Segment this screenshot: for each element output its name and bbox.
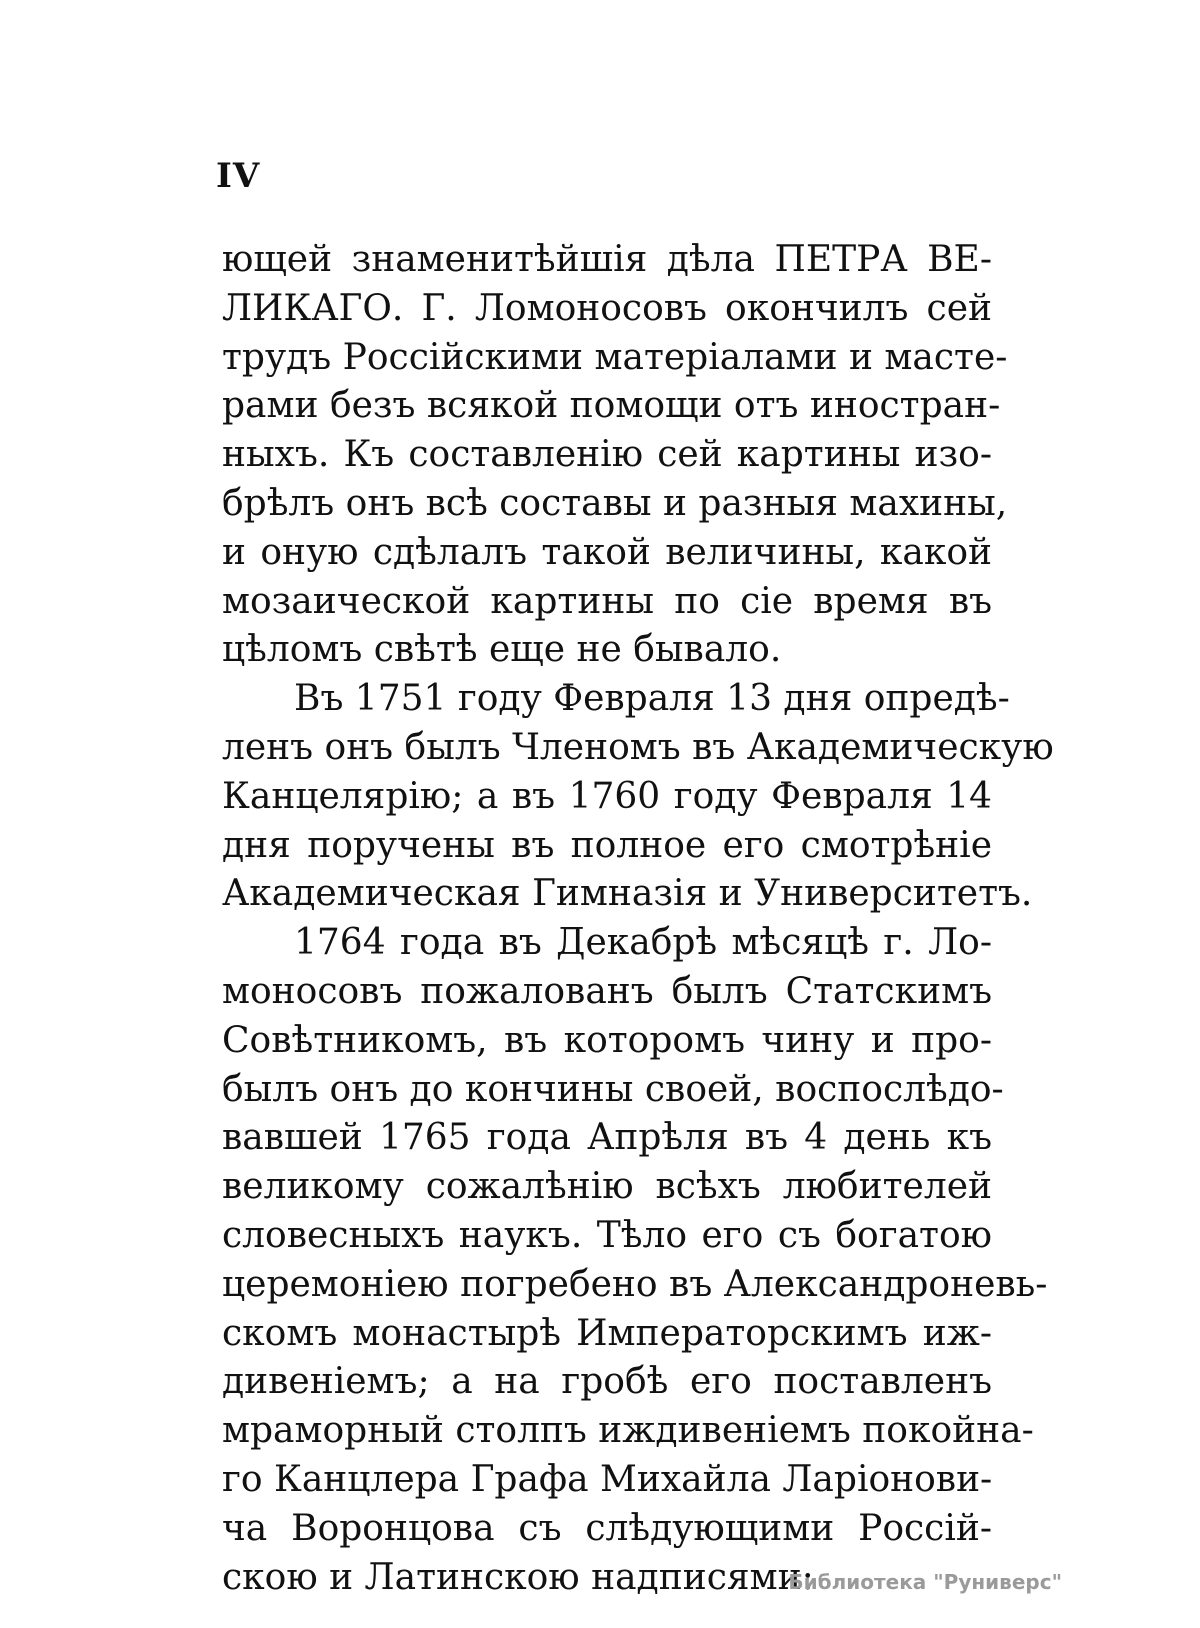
text-line: скою и Латинскою надписями: (222, 1556, 814, 1598)
text-line: рами безъ всякой помощи отъ иностран- (222, 385, 1001, 427)
text-line: ющей знаменитѣйшія дѣла ПЕТРА ВЕ- (222, 239, 992, 280)
text-line: го Канцлера Графа Михайла Ларіонови- (222, 1458, 993, 1500)
text-line: моносовъ пожалованъ былъ Статскимъ (222, 970, 992, 1012)
paragraph-start-line: Въ 1751 году Февраля 13 дня опредѣ- (294, 678, 1010, 720)
text-line: ленъ онъ былъ Членомъ въ Академическую (222, 726, 1054, 768)
text-line: брѣлъ онъ всѣ составы и разныя махины, (222, 482, 1008, 524)
text-line: Канцелярію; а въ 1760 году Февраля 14 (222, 775, 992, 817)
text-line: Академическая Гимназія и Университетъ. (222, 873, 1033, 915)
text-line: дня поручены въ полное его смотрѣніе (222, 824, 992, 866)
text-line: Совѣтникомъ, въ которомъ чину и про- (222, 1019, 992, 1061)
text-line: цѣломъ свѣтѣ еще не бывало. (222, 629, 782, 671)
text-line: скомъ монастырѣ Императорскимъ иж- (222, 1312, 992, 1354)
text-line: и оную сдѣлалъ такой величины, какой (222, 531, 992, 573)
text-line: дивеніемъ; а на гробѣ его поставленъ (222, 1361, 992, 1403)
body-text (222, 236, 1054, 1602)
text-line: трудъ Россійскими матеріалами и масте- (222, 336, 1008, 378)
text-line: церемоніею погребено въ Александроневь- (222, 1263, 1048, 1305)
text-line: ныхъ. Къ составленію сей картины изо- (222, 434, 992, 476)
text-line: ЛИКАГО. Г. Ломоносовъ окончилъ сей (222, 287, 992, 329)
text-line: мозаической картины по сіе время въ (222, 580, 992, 622)
text-line: великому сожалѣнію всѣхъ любителей (222, 1166, 992, 1208)
text-line: мраморный столпъ иждивеніемъ покойна- (222, 1410, 1034, 1452)
paragraph-start-line: 1764 года въ Декабрѣ мѣсяцѣ г. Ло- (294, 922, 992, 964)
text-line: вавшей 1765 года Апрѣля въ 4 день къ (222, 1117, 992, 1159)
text-line: ча Воронцова съ слѣдующими Россій- (222, 1507, 992, 1549)
text-line: словесныхъ наукъ. Тѣло его съ богатою (222, 1214, 992, 1256)
page-number: IV (216, 156, 261, 196)
library-watermark: Библиотека "Руниверс" (788, 1570, 1062, 1594)
text-line: былъ онъ до кончины своей, воспослѣдо- (222, 1068, 1004, 1110)
